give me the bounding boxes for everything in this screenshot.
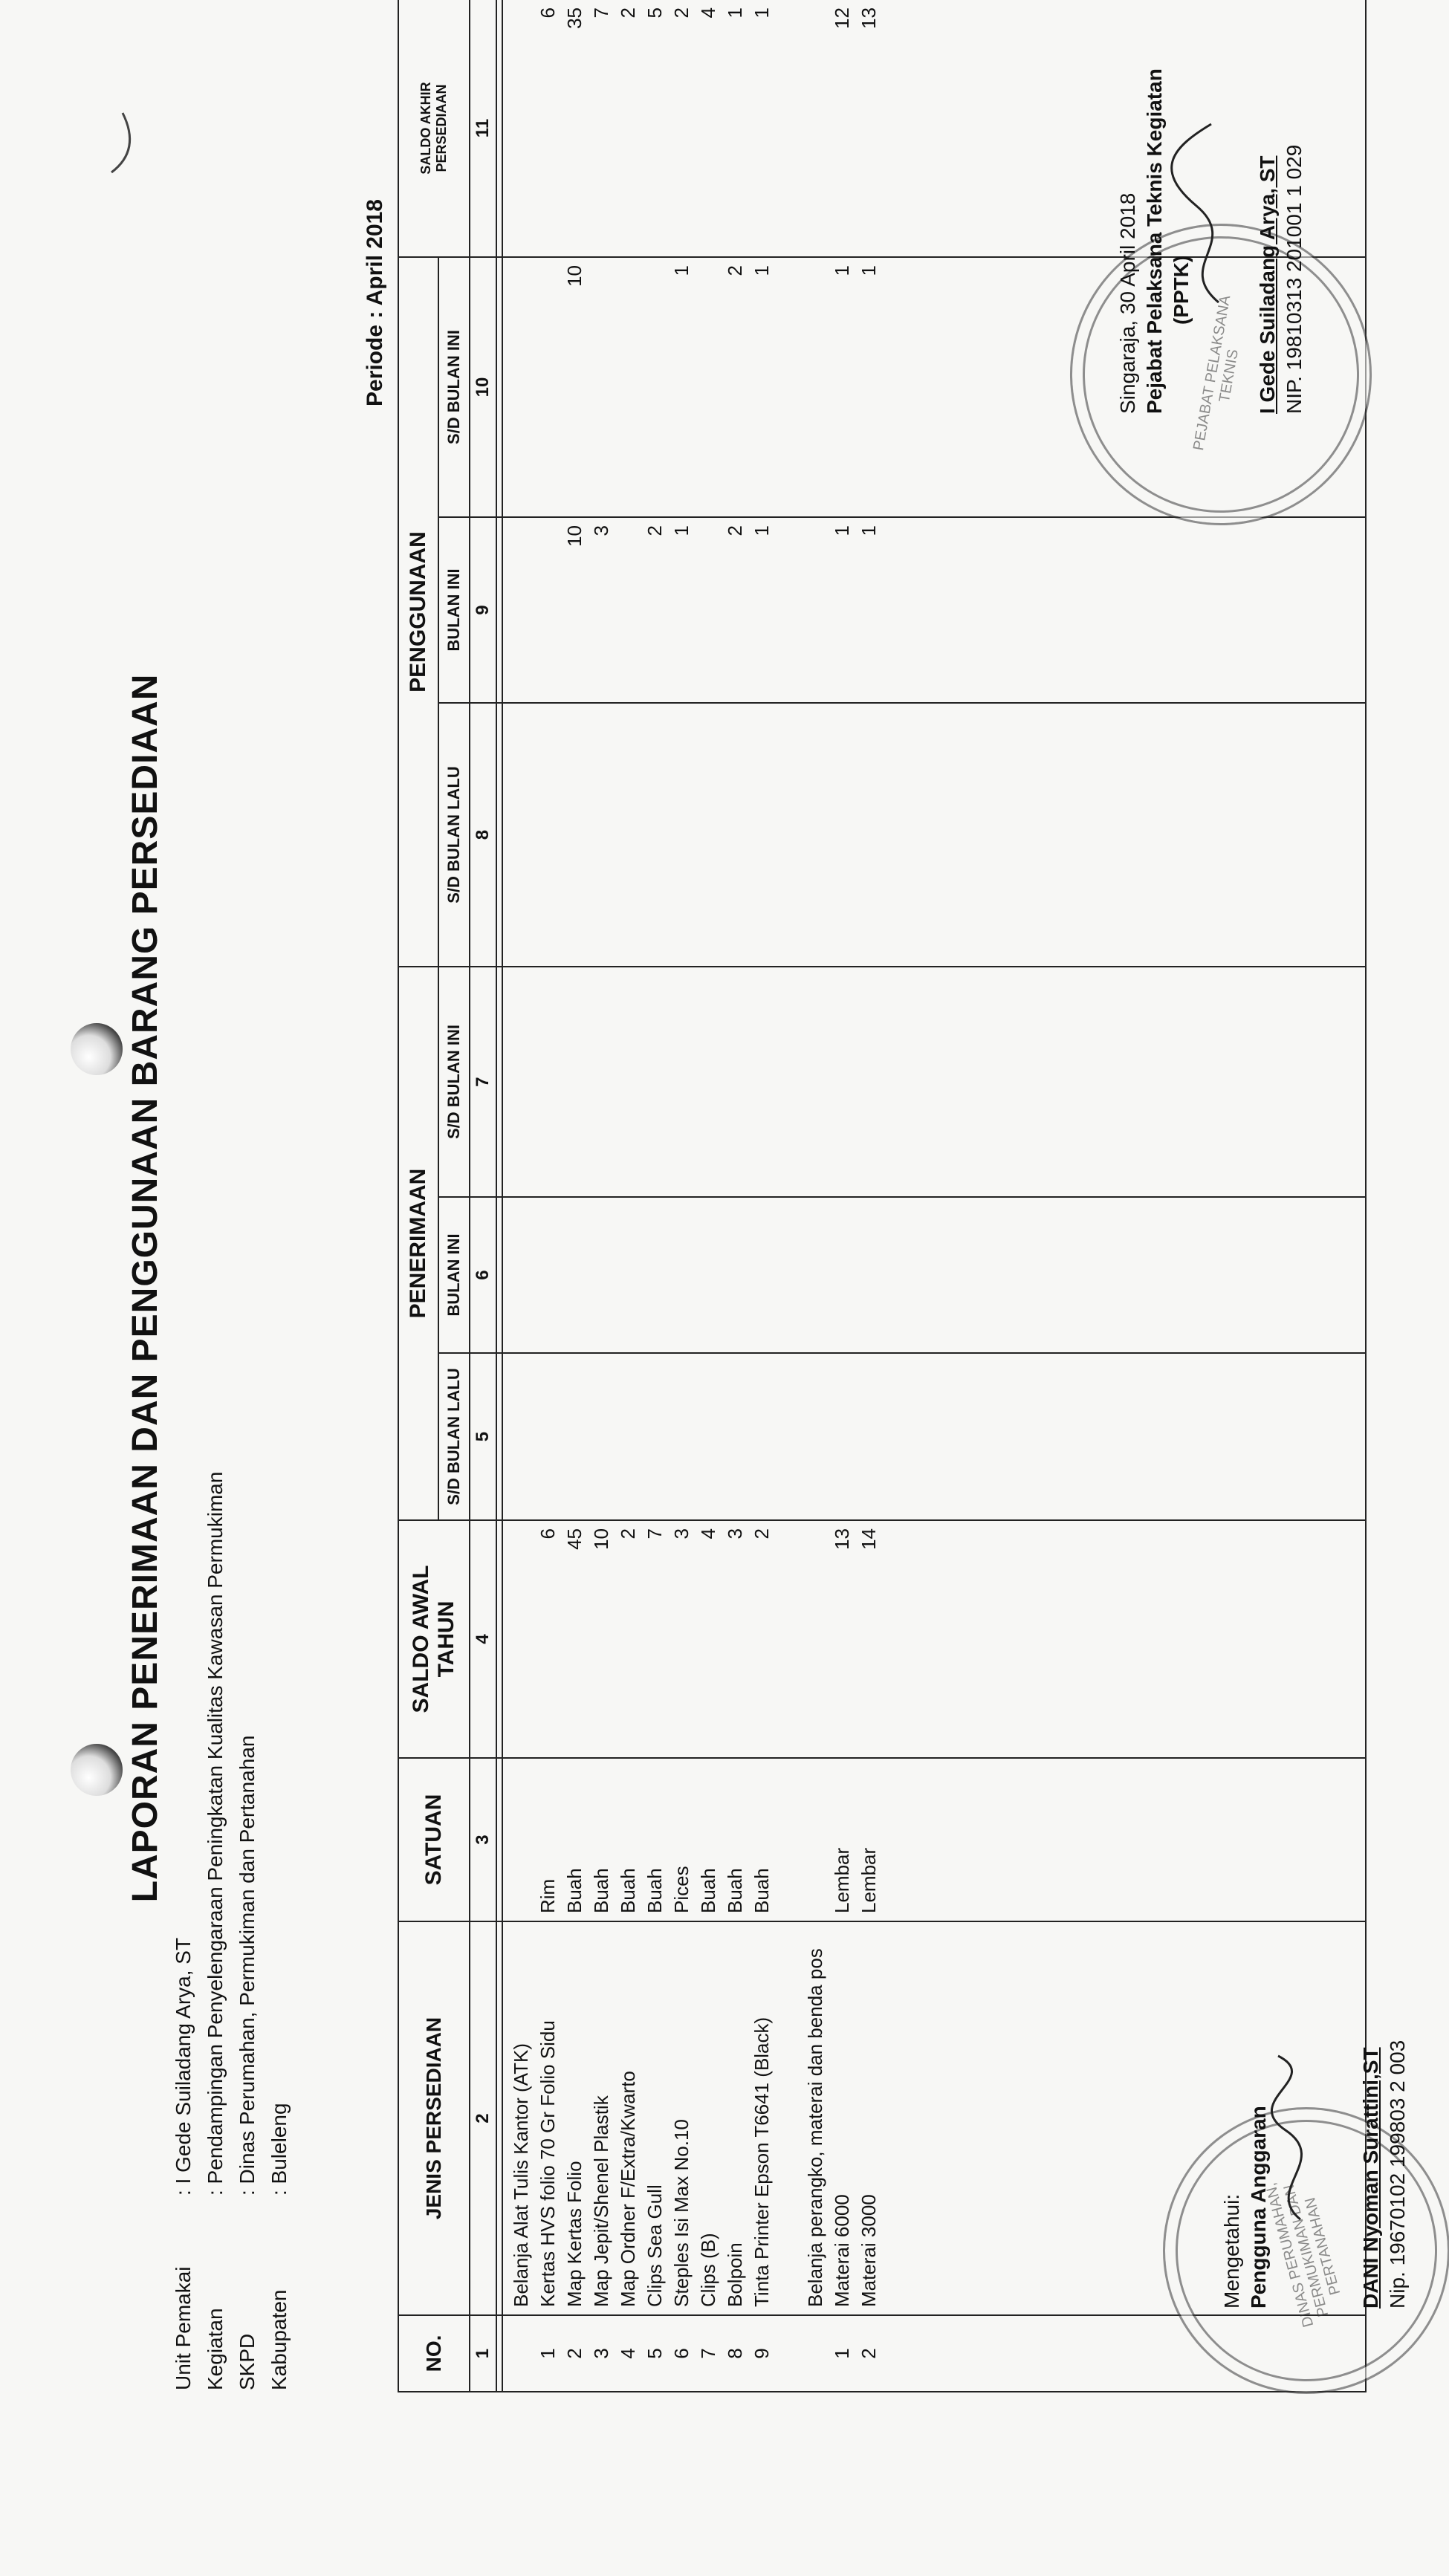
header-saldo-akhir: SALDO AKHIR PERSEDIAAN — [398, 0, 470, 257]
header-satuan: SATUAN — [398, 1758, 470, 1921]
report-title: LAPORAN PENERIMAAN DAN PENGGUNAAN BARANG PERSEDIAAN — [126, 673, 165, 1903]
meta-kabupaten: Kabupaten: Buleleng — [268, 2103, 291, 2390]
sign-right-role-abbr: (PPTK) — [1170, 255, 1193, 325]
cell-pen-sd-lalu — [668, 1353, 695, 1520]
cell-no: 2 — [855, 2315, 882, 2392]
meta-skpd: SKPD: Dinas Perumahan, Permukiman dan Pertanahan — [236, 1735, 259, 2390]
cell-pen-bulan-ini — [668, 1197, 695, 1353]
cell-peng-bulan-ini — [615, 517, 641, 703]
cell-saldo-awal: 6 — [534, 1520, 561, 1758]
column-number: 8 — [470, 703, 496, 967]
cell-peng-sd-ini: 2 — [722, 257, 748, 517]
column-number: 9 — [470, 517, 496, 703]
cell-satuan — [502, 1758, 534, 1921]
cell-pen-bulan-ini — [829, 1197, 855, 1353]
table-row — [502, 0, 534, 2392]
cell-jenis: Belanja perangko, materai dan benda pos — [802, 1921, 829, 2315]
cell-pen-bulan-ini — [722, 1197, 748, 1353]
cell-pen-bulan-ini — [615, 1197, 641, 1353]
table-row — [615, 0, 641, 2392]
header-saldo-awal: SALDO AWAL TAHUN — [398, 1520, 470, 1758]
cell-peng-sd-ini — [588, 257, 615, 517]
cell-saldo-akhir: 2 — [615, 0, 641, 257]
sign-right-date: Singaraja, 30 April 2018 — [1116, 192, 1139, 414]
table-row — [775, 0, 802, 2392]
table-row — [722, 0, 748, 2392]
cell-no: 5 — [641, 2315, 668, 2392]
column-number: 4 — [470, 1520, 496, 1758]
cell-jenis: Bolpoin — [722, 1921, 748, 2315]
cell-pen-bulan-ini — [588, 1197, 615, 1353]
signature-scribble-right — [1159, 117, 1248, 310]
cell-pen-sd-ini — [829, 967, 855, 1197]
header-pen-sd-bulan-lalu: S/D BULAN LALU — [438, 1353, 470, 1520]
cell-saldo-akhir: 6 — [534, 0, 561, 257]
cell-pen-bulan-ini — [748, 1197, 775, 1353]
cell-peng-bulan-ini — [802, 517, 829, 703]
cell-peng-sd-ini: 1 — [668, 257, 695, 517]
cell-saldo-akhir: 12 — [829, 0, 855, 257]
cell-no: 6 — [668, 2315, 695, 2392]
cell-peng-sd-ini — [502, 257, 534, 517]
cell-saldo-awal: 14 — [855, 1520, 882, 1758]
sign-left-role: Pengguna Anggaran — [1247, 2106, 1270, 2309]
cell-saldo-akhir: 5 — [641, 0, 668, 257]
sign-left-nip: Nip. 19670102 199803 2 003 — [1386, 2040, 1409, 2309]
cell-jenis: Map Jepit/Shenel Plastik — [588, 1921, 615, 2315]
cell-peng-sd-lalu — [775, 703, 802, 967]
cell-saldo-akhir — [802, 0, 829, 257]
cell-jenis: Materai 6000 — [829, 1921, 855, 2315]
table-row — [534, 0, 561, 2392]
cell-jenis: Steples Isi Max No.10 — [668, 1921, 695, 2315]
header-pen-bulan-ini: BULAN INI — [438, 1197, 470, 1353]
column-number: 7 — [470, 967, 496, 1197]
meta-kegiatan: Kegiatan: Pendampingan Penyelengaraan Peningkatan Kualitas Kawasan Permukiman — [204, 1471, 227, 2390]
cell-no — [502, 2315, 534, 2392]
cell-pen-sd-lalu — [802, 1353, 829, 1520]
cell-pen-sd-ini — [534, 967, 561, 1197]
stamp-left: DINAS PERUMAHAN, PERMUKIMAN DAN PERTANAHAN — [1131, 2075, 1449, 2427]
cell-peng-sd-ini: 1 — [748, 257, 775, 517]
cell-pen-sd-lalu — [722, 1353, 748, 1520]
report-meta — [167, 1472, 295, 2390]
cell-peng-sd-lalu — [695, 703, 722, 967]
cell-peng-sd-lalu — [502, 703, 534, 967]
cell-jenis: Clips Sea Gull — [641, 1921, 668, 2315]
cell-saldo-akhir: 2 — [668, 0, 695, 257]
signature-scribble-left — [1256, 2048, 1338, 2227]
cell-no: 8 — [722, 2315, 748, 2392]
cell-pen-sd-ini — [561, 967, 588, 1197]
table-row — [829, 0, 855, 2392]
cell-peng-bulan-ini: 1 — [855, 517, 882, 703]
cell-peng-bulan-ini — [534, 517, 561, 703]
cell-pen-sd-lalu — [829, 1353, 855, 1520]
cell-satuan: Buah — [588, 1758, 615, 1921]
header-penggunaan: PENGGUNAAN — [398, 257, 438, 967]
cell-pen-sd-ini — [695, 967, 722, 1197]
cell-pen-sd-ini — [802, 967, 829, 1197]
cell-satuan: Buah — [748, 1758, 775, 1921]
cell-satuan: Buah — [695, 1758, 722, 1921]
table-row — [668, 0, 695, 2392]
cell-peng-sd-lalu — [722, 703, 748, 967]
cell-saldo-akhir: 1 — [722, 0, 748, 257]
cell-pen-bulan-ini — [502, 1197, 534, 1353]
cell-satuan: Buah — [561, 1758, 588, 1921]
cell-peng-sd-ini: 10 — [561, 257, 588, 517]
cell-peng-sd-lalu — [561, 703, 588, 967]
cell-pen-sd-lalu — [534, 1353, 561, 1520]
cell-saldo-awal: 4 — [695, 1520, 722, 1758]
cell-no: 2 — [561, 2315, 588, 2392]
cell-satuan: Buah — [641, 1758, 668, 1921]
cell-pen-sd-ini — [668, 967, 695, 1197]
cell-saldo-awal — [502, 1520, 534, 1758]
cell-jenis: Belanja Alat Tulis Kantor (ATK) — [502, 1921, 534, 2315]
header-peng-sd-bulan-ini: S/D BULAN INI — [438, 257, 470, 517]
cell-jenis: Tinta Printer Epson T6641 (Black) — [748, 1921, 775, 2315]
cell-pen-bulan-ini — [641, 1197, 668, 1353]
table-row — [748, 0, 775, 2392]
cell-saldo-akhir: 7 — [588, 0, 615, 257]
cell-saldo-awal: 3 — [668, 1520, 695, 1758]
cell-pen-bulan-ini — [802, 1197, 829, 1353]
cell-pen-sd-ini — [615, 967, 641, 1197]
cell-saldo-akhir: 1 — [748, 0, 775, 257]
cell-no: 3 — [588, 2315, 615, 2392]
cell-no — [775, 2315, 802, 2392]
column-number: 3 — [470, 1758, 496, 1921]
cell-peng-sd-ini — [615, 257, 641, 517]
cell-peng-bulan-ini — [775, 517, 802, 703]
sign-left-line1: Mengetahui: — [1220, 2193, 1243, 2309]
cell-peng-sd-ini — [775, 257, 802, 517]
column-number: 2 — [470, 1921, 496, 2315]
header-no: NO. — [398, 2315, 470, 2392]
meta-unit-pemakai: Unit Pemakai: I Gede Suiladang Arya, ST — [172, 1937, 195, 2390]
cell-peng-sd-lalu — [615, 703, 641, 967]
column-number-row — [470, 0, 496, 2392]
sign-right-nip: NIP. 19810313 201001 1 029 — [1283, 144, 1306, 414]
cell-pen-bulan-ini — [561, 1197, 588, 1353]
cell-satuan: Buah — [615, 1758, 641, 1921]
sign-right-role: Pejabat Pelaksana Teknis Kegiatan — [1143, 68, 1166, 414]
cell-satuan: Lembar — [829, 1758, 855, 1921]
cell-saldo-akhir: 13 — [855, 0, 882, 257]
cell-no — [802, 2315, 829, 2392]
table-row — [855, 0, 882, 2392]
cell-jenis — [775, 1921, 802, 2315]
cell-peng-sd-ini: 1 — [829, 257, 855, 517]
cell-saldo-akhir — [502, 0, 534, 257]
column-number: 6 — [470, 1197, 496, 1353]
punch-hole-left — [71, 1744, 123, 1796]
cell-pen-sd-ini — [502, 967, 534, 1197]
cell-peng-sd-lalu — [829, 703, 855, 967]
report-periode: Periode : April 2018 — [363, 199, 387, 406]
header-jenis: JENIS PERSEDIAAN — [398, 1921, 470, 2315]
cell-pen-sd-ini — [722, 967, 748, 1197]
table-row — [641, 0, 668, 2392]
column-number: 10 — [470, 257, 496, 517]
cell-saldo-awal: 13 — [829, 1520, 855, 1758]
cell-pen-sd-ini — [641, 967, 668, 1197]
cell-satuan — [802, 1758, 829, 1921]
cell-peng-bulan-ini: 2 — [722, 517, 748, 703]
cell-peng-sd-lalu — [641, 703, 668, 967]
header-peng-bulan-ini: BULAN INI — [438, 517, 470, 703]
cell-pen-sd-lalu — [748, 1353, 775, 1520]
cell-no: 9 — [748, 2315, 775, 2392]
cell-pen-sd-lalu — [775, 1353, 802, 1520]
cell-no: 1 — [829, 2315, 855, 2392]
table-row — [561, 0, 588, 2392]
cell-saldo-awal: 45 — [561, 1520, 588, 1758]
cell-saldo-akhir — [775, 0, 802, 257]
cell-no: 7 — [695, 2315, 722, 2392]
cell-peng-sd-ini — [641, 257, 668, 517]
cell-jenis: Map Kertas Folio — [561, 1921, 588, 2315]
cell-satuan: Pices — [668, 1758, 695, 1921]
table-row — [802, 0, 829, 2392]
cell-peng-bulan-ini — [695, 517, 722, 703]
cell-peng-sd-lalu — [588, 703, 615, 967]
cell-pen-bulan-ini — [695, 1197, 722, 1353]
cell-saldo-akhir: 35 — [561, 0, 588, 257]
table-row — [695, 0, 722, 2392]
cell-peng-sd-ini — [534, 257, 561, 517]
cell-saldo-awal — [775, 1520, 802, 1758]
punch-hole-right — [71, 1023, 123, 1075]
cell-satuan: Buah — [722, 1758, 748, 1921]
cell-pen-sd-lalu — [615, 1353, 641, 1520]
cell-peng-sd-lalu — [534, 703, 561, 967]
cell-saldo-awal: 7 — [641, 1520, 668, 1758]
header-separator — [496, 0, 502, 2392]
cell-pen-sd-ini — [748, 967, 775, 1197]
cell-pen-bulan-ini — [534, 1197, 561, 1353]
stamp-right: PEJABAT PELAKSANA TEKNIS — [1046, 200, 1395, 549]
cell-peng-bulan-ini: 1 — [748, 517, 775, 703]
cell-peng-bulan-ini: 1 — [829, 517, 855, 703]
cell-saldo-awal — [802, 1520, 829, 1758]
cell-jenis: Map Ordner F/Extra/Kwarto — [615, 1921, 641, 2315]
cell-peng-sd-ini: 1 — [855, 257, 882, 517]
cell-peng-sd-lalu — [748, 703, 775, 967]
cell-peng-sd-lalu — [802, 703, 829, 967]
cell-peng-bulan-ini: 1 — [668, 517, 695, 703]
sign-left-name: DANI Nyoman Surattini,ST — [1359, 2047, 1382, 2309]
cell-pen-sd-ini — [855, 967, 882, 1197]
cell-peng-bulan-ini: 10 — [561, 517, 588, 703]
cell-jenis: Materai 3000 — [855, 1921, 882, 2315]
cell-pen-sd-lalu — [588, 1353, 615, 1520]
column-number: 11 — [470, 0, 496, 257]
cell-jenis: Clips (B) — [695, 1921, 722, 2315]
cell-peng-sd-ini — [695, 257, 722, 517]
cell-pen-sd-ini — [588, 967, 615, 1197]
cell-saldo-awal: 2 — [748, 1520, 775, 1758]
column-number: 1 — [470, 2315, 496, 2392]
header-penerimaan: PENERIMAAN — [398, 967, 438, 1520]
header-pen-sd-bulan-ini: S/D BULAN INI — [438, 967, 470, 1197]
cell-saldo-awal: 10 — [588, 1520, 615, 1758]
cell-peng-bulan-ini — [502, 517, 534, 703]
cell-peng-sd-ini — [802, 257, 829, 517]
cell-saldo-awal: 3 — [722, 1520, 748, 1758]
cell-satuan: Rim — [534, 1758, 561, 1921]
column-number: 5 — [470, 1353, 496, 1520]
sign-right-name: I Gede Suiladang Arya, ST — [1256, 155, 1279, 414]
header-peng-sd-bulan-lalu: S/D BULAN LALU — [438, 703, 470, 967]
cell-no: 4 — [615, 2315, 641, 2392]
cell-peng-sd-lalu — [855, 703, 882, 967]
cell-pen-sd-lalu — [561, 1353, 588, 1520]
cell-pen-sd-lalu — [502, 1353, 534, 1520]
cell-peng-bulan-ini: 3 — [588, 517, 615, 703]
cell-pen-bulan-ini — [855, 1197, 882, 1353]
cell-satuan: Lembar — [855, 1758, 882, 1921]
table-row — [588, 0, 615, 2392]
cell-jenis: Kertas HVS folio 70 Gr Folio Sidu — [534, 1921, 561, 2315]
cell-satuan — [775, 1758, 802, 1921]
cell-pen-sd-lalu — [641, 1353, 668, 1520]
cell-pen-bulan-ini — [775, 1197, 802, 1353]
cell-saldo-awal: 2 — [615, 1520, 641, 1758]
cell-pen-sd-lalu — [695, 1353, 722, 1520]
cell-peng-sd-lalu — [668, 703, 695, 967]
cell-no: 1 — [534, 2315, 561, 2392]
cell-pen-sd-ini — [775, 967, 802, 1197]
cell-saldo-akhir: 4 — [695, 0, 722, 257]
cell-pen-sd-lalu — [855, 1353, 882, 1520]
cell-peng-bulan-ini: 2 — [641, 517, 668, 703]
